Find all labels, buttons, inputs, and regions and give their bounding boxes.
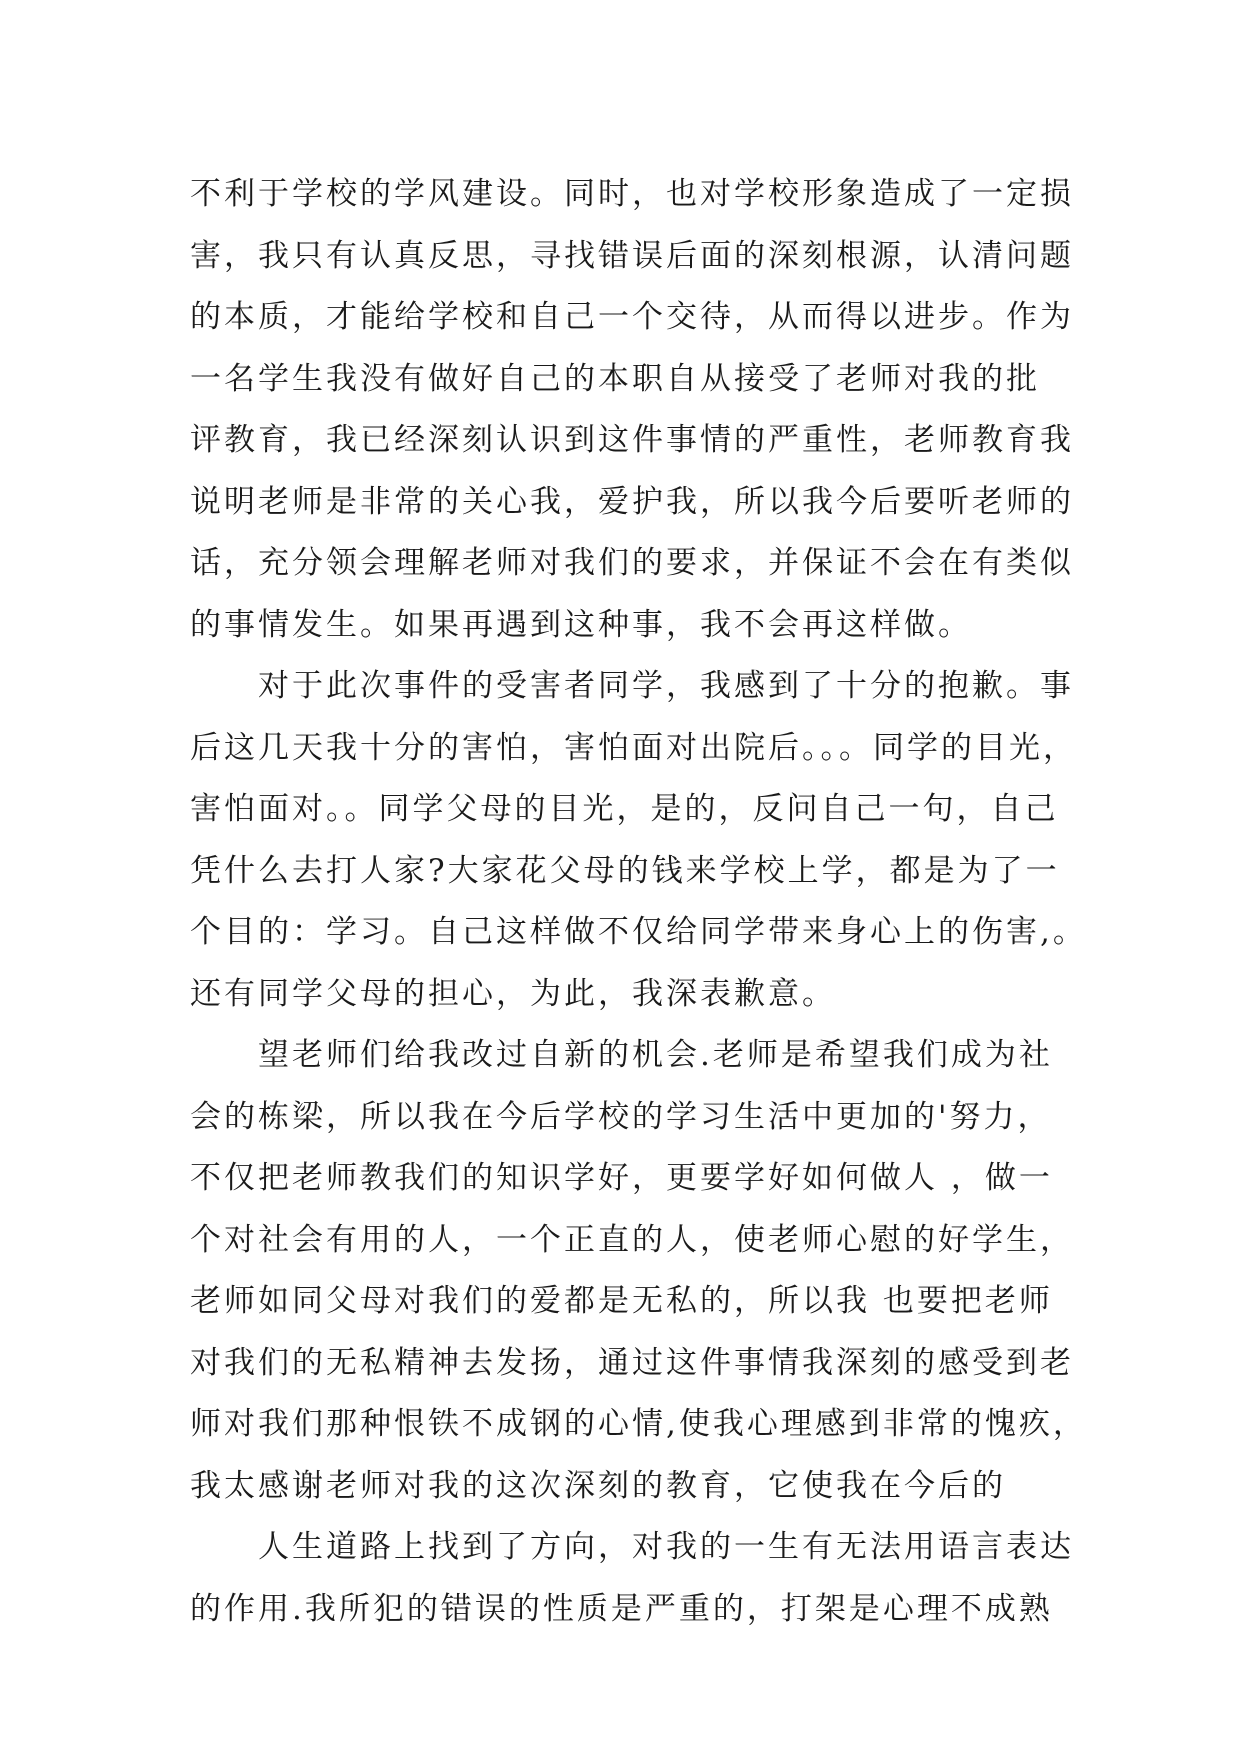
text-line: 不仅把老师教我们的知识学好，更要学好如何做人 ，做一 — [190, 1160, 1053, 1196]
text-line: 老师如同父母对我们的爱都是无私的，所以我 也要把老师 — [190, 1283, 1053, 1319]
document-body — [190, 164, 1087, 1640]
text-line: 师对我们那种恨铁不成钢的心情,使我心理感到非常的愧疚， — [190, 1406, 1087, 1442]
text-line: 说明老师是非常的关心我，爱护我，所以我今后要听老师的 — [190, 483, 1074, 520]
text-line: 后这几天我十分的害怕，害怕面对出院后。。。同学的目光， — [190, 729, 1077, 766]
text-line: 的事情发生。如果再遇到这种事，我不会再这样做。 — [190, 606, 972, 643]
text-line: 的作用.我所犯的错误的性质是严重的，打架是心理不成熟 — [190, 1590, 1053, 1627]
text-line: 评教育，我已经深刻认识到这件事情的严重性，老师教育我 — [190, 422, 1074, 458]
text-line: 个对社会有用的人，一个正直的人，使老师心慰的好学生， — [190, 1221, 1074, 1258]
text-line: 话，充分领会理解老师对我们的要求，并保证不会在有类似 — [190, 545, 1074, 581]
text-line: 个目的：学习。自己这样做不仅给同学带来身心上的伤害,。 — [190, 914, 1087, 950]
text-line: 对于此次事件的受害者同学，我感到了十分的抱歉。事 — [190, 668, 1074, 704]
text-line: 人生道路上找到了方向，对我的一生有无法用语言表达 — [190, 1529, 1074, 1565]
text-line: 望老师们给我改过自新的机会.老师是希望我们成为社 — [190, 1037, 1053, 1073]
text-line: 会的栋梁，所以我在今后学校的学习生活中更加的'努力， — [190, 1098, 1052, 1135]
text-line: 凭什么去打人家?大家花父母的钱来学校上学，都是为了一 — [190, 852, 1060, 889]
text-line: 对我们的无私精神去发扬，通过这件事情我深刻的感受到老 — [190, 1344, 1074, 1381]
text-line: 的本质，才能给学校和自己一个交待，从而得以进步。作为 — [190, 299, 1074, 335]
text-line: 一名学生我没有做好自己的本职自从接受了老师对我的批 — [190, 360, 1040, 397]
text-line: 不利于学校的学风建设。同时，也对学校形象造成了一定损 — [190, 176, 1074, 212]
text-line: 还有同学父母的担心，为此，我深表歉意。 — [190, 975, 836, 1012]
text-line: 害，我只有认真反思，寻找错误后面的深刻根源，认清问题 — [190, 237, 1074, 274]
text-line: 我太感谢老师对我的这次深刻的教育，它使我在今后的 — [190, 1467, 1006, 1504]
text-line: 害怕面对。。同学父母的目光，是的，反问自己一句，自己 — [190, 791, 1059, 827]
